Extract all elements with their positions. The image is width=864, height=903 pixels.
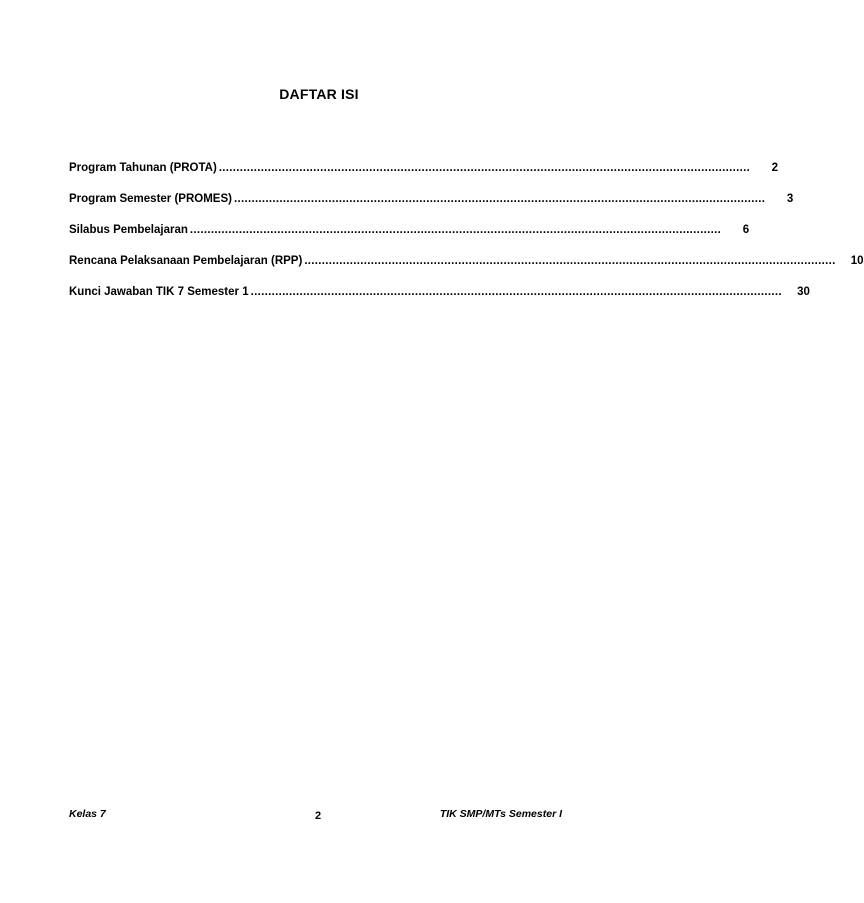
toc-entry-label: Kunci Jawaban TIK 7 Semester 1 xyxy=(69,286,249,298)
toc-leader-dots: ........................................................................................................................................................ xyxy=(233,193,766,205)
page-title: DAFTAR ISI xyxy=(279,86,359,102)
toc-entry-rpp[interactable] xyxy=(69,255,864,286)
toc-entry-label: Program Tahunan (PROTA) xyxy=(69,162,217,174)
table-of-contents xyxy=(69,162,864,317)
toc-leader-dots: ........................................................................................................................................................ xyxy=(304,255,836,267)
toc-entry-label: Silabus Pembelajaran xyxy=(69,224,188,236)
toc-entry-prota[interactable] xyxy=(69,162,779,193)
page-footer xyxy=(69,808,562,824)
toc-leader-dots: ........................................................................................................................................................ xyxy=(250,286,782,298)
toc-leader-dots: ........................................................................................................................................................ xyxy=(189,224,722,236)
footer-page-number: 2 xyxy=(315,810,322,822)
toc-entry-label: Program Semester (PROMES) xyxy=(69,193,232,205)
toc-entry-promes[interactable] xyxy=(69,193,794,224)
toc-entry-page: 3 xyxy=(786,193,794,205)
toc-entry-page: 10 xyxy=(850,255,864,267)
footer-subject-label: TIK SMP/MTs Semester I xyxy=(439,808,562,820)
footer-class-label: Kelas 7 xyxy=(69,808,106,820)
toc-leader-dots: ........................................................................................................................................................ xyxy=(218,162,751,174)
toc-entry-page: 30 xyxy=(797,286,810,298)
toc-entry-label: Rencana Pelaksanaan Pembelajaran (RPP) xyxy=(69,255,303,267)
toc-entry-kunci-jawaban[interactable] xyxy=(69,286,810,317)
toc-entry-page: 2 xyxy=(771,162,779,174)
toc-entry-page: 6 xyxy=(742,224,750,236)
toc-entry-silabus[interactable] xyxy=(69,224,750,255)
